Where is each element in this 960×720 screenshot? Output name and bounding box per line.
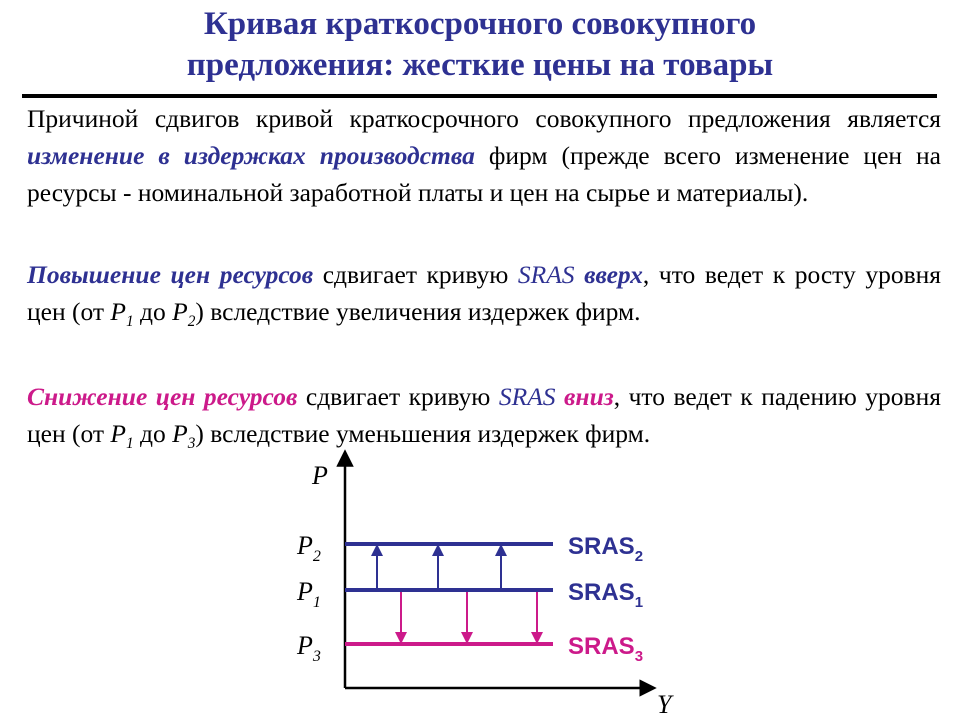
price-level-label-2: $P_2$ bbox=[297, 531, 321, 565]
para1-emphasis: изменение в издержках производства bbox=[27, 141, 475, 170]
sras-label-3: $SRAS_3$ bbox=[568, 633, 644, 665]
para2-sras: SRAS bbox=[517, 260, 575, 289]
paragraph-decrease bbox=[27, 378, 941, 462]
title-divider bbox=[22, 94, 937, 98]
shift-arrows bbox=[377, 550, 537, 638]
x-axis-label: Y bbox=[657, 690, 672, 719]
para2-text-1: сдвигает кривую bbox=[313, 260, 518, 289]
title-line-2: предложения: жесткие цены на товары bbox=[186, 47, 774, 83]
sras-label-1: $SRAS_1$ bbox=[568, 579, 644, 611]
para3-p-from-sub: 1 bbox=[126, 435, 134, 453]
para3-p-to: P bbox=[172, 419, 188, 448]
para2-p-to-sub: 2 bbox=[187, 313, 196, 331]
para2-text-4: ) вследствие увеличения издержек фирм. bbox=[195, 297, 641, 326]
para3-text-4: ) вследствие уменьшения издержек фирм. bbox=[195, 419, 651, 448]
para2-p-from: P bbox=[110, 297, 126, 326]
para3-sras: SRAS bbox=[498, 382, 556, 411]
para3-text-1: сдвигает кривую bbox=[297, 382, 499, 411]
para2-direction: вверх bbox=[574, 260, 643, 289]
para3-direction: вниз bbox=[555, 382, 614, 411]
para2-p-to: P bbox=[172, 297, 188, 326]
para3-lead: Снижение цен ресурсов bbox=[27, 382, 298, 411]
para2-lead: Повышение цен ресурсов bbox=[27, 260, 314, 289]
para2-p-from-sub: 1 bbox=[126, 313, 134, 331]
y-axis-label: P bbox=[312, 461, 328, 490]
price-level-label-1: $P_1$ bbox=[297, 577, 321, 611]
para2-text-3: до bbox=[133, 297, 173, 326]
para3-p-from: P bbox=[110, 419, 126, 448]
sras-levels bbox=[296, 531, 643, 665]
para1-text-1: Причиной сдвигов кривой краткосрочного совокупного предложения является bbox=[27, 104, 941, 133]
para1-text-2: фирм (прежде всего изменение цен на ресурсы - номинальной заработной платы и цен на сырье и материалы). bbox=[27, 141, 942, 207]
slide-title bbox=[0, 4, 960, 86]
paragraph-increase bbox=[27, 256, 941, 340]
paragraph-causes bbox=[27, 100, 941, 211]
sras-label-2: $SRAS_2$ bbox=[568, 533, 644, 565]
price-level-label-3: $P_3$ bbox=[297, 631, 321, 665]
para3-text-2: , что ведет к падению уровня цен (от bbox=[27, 382, 941, 448]
para3-text-3: до bbox=[133, 419, 173, 448]
title-line-1: Кривая краткосрочного совокупного bbox=[203, 6, 757, 42]
para3-p-to-sub: 3 bbox=[187, 435, 196, 453]
para2-text-2: , что ведет к росту уровня цен (от bbox=[27, 260, 941, 326]
